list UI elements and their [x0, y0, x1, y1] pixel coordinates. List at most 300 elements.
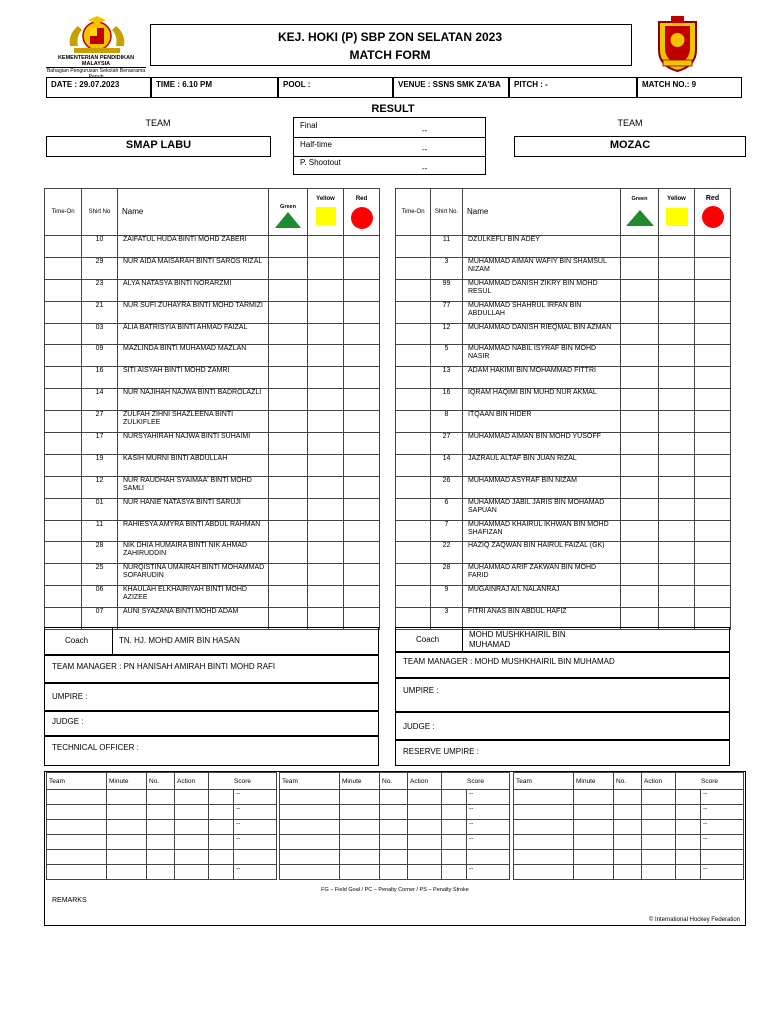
no-cell: [147, 835, 175, 850]
green-card-cell: [621, 433, 659, 455]
no-cell: [614, 805, 642, 820]
no-cell: [380, 835, 408, 850]
time-on-cell: [45, 433, 82, 455]
red-card-cell: [344, 586, 380, 608]
yellow-card-cell: [308, 433, 344, 455]
score-cell: [442, 865, 510, 880]
player-name: AUNI SYAZANA BINTI MOHD ADAM: [118, 608, 269, 630]
player-name: MUHAMMAD NABIL ISYRAF BIN MOHD NASIR: [463, 345, 621, 367]
green-card-cell: [269, 520, 308, 542]
player-row: [45, 236, 380, 258]
red-card-cell: [344, 279, 380, 301]
right-judge: JUDGE :: [395, 712, 730, 740]
school-crest-logo: [655, 16, 700, 72]
red-card-cell: [344, 236, 380, 258]
score-home: [676, 865, 701, 879]
player-name: ITQAAN BIN HIDER: [463, 411, 621, 433]
red-label: Red: [705, 195, 720, 202]
match-time: TIME : 6.10 PM: [151, 77, 278, 98]
player-name: NUR NAJIHAH NAJWA BINTI BADROLAZLI: [118, 389, 269, 411]
time-on-cell: [396, 542, 431, 564]
minute-cell: [107, 850, 147, 865]
score-entry-row: [47, 865, 277, 880]
score-home: [442, 865, 467, 879]
green-card-cell: [269, 301, 308, 323]
action-cell: [642, 865, 676, 880]
shirt-number: 99: [431, 279, 463, 301]
red-card-cell: [695, 323, 731, 345]
red-card-cell: [695, 367, 731, 389]
red-card-cell: [695, 257, 731, 279]
time-on-cell: [45, 301, 82, 323]
team-cell: [514, 835, 574, 850]
red-card-cell: [344, 498, 380, 520]
shirt-number: 10: [82, 236, 118, 258]
red-card-cell: [344, 411, 380, 433]
score-separator: --: [469, 820, 474, 827]
yellow-card-cell: [659, 564, 695, 586]
yellow-card-cell: [308, 564, 344, 586]
no-cell: [614, 865, 642, 880]
yellow-card-cell: [659, 279, 695, 301]
yellow-card-cell: [659, 520, 695, 542]
shirt-number: 03: [82, 323, 118, 345]
shirt-number: 25: [82, 564, 118, 586]
score-separator: --: [469, 805, 474, 812]
score-separator: [234, 850, 276, 864]
shirt-number: 01: [82, 498, 118, 520]
red-card-cell: [695, 279, 731, 301]
score-cell: [442, 850, 510, 865]
team-header: Team: [514, 773, 574, 790]
match-pool: POOL :: [278, 77, 393, 98]
shirt-number: 9: [431, 586, 463, 608]
shirt-number: 8: [431, 411, 463, 433]
page-title: KEJ. HOKI (P) SBP ZON SELATAN 2023: [277, 30, 503, 44]
player-name: SITI AISYAH BINTI MOHD ZAMRI: [118, 367, 269, 389]
action-cell: [642, 805, 676, 820]
player-name: ALIA BATRISYIA BINTI AHMAD FAIZAL: [118, 323, 269, 345]
shirt-number: 14: [431, 454, 463, 476]
score-home: [442, 850, 467, 864]
player-row: [396, 389, 731, 411]
score-table: [46, 772, 277, 880]
team-header: Team: [280, 773, 340, 790]
score-entry-row: [280, 835, 510, 850]
yellow-card-cell: [659, 389, 695, 411]
player-name: MUHAMMAD ARIF ZAKWAN BIN MOHD FARID: [463, 564, 621, 586]
green-label: Green: [631, 196, 648, 202]
score-header: Score: [209, 773, 277, 790]
time-on-cell: [396, 433, 431, 455]
action-cell: [175, 820, 209, 835]
score-entry-row: [280, 865, 510, 880]
red-card-cell: [344, 345, 380, 367]
left-umpire: UMPIRE :: [44, 683, 379, 711]
time-on-cell: [396, 301, 431, 323]
player-row: [396, 367, 731, 389]
red-card-cell: [695, 542, 731, 564]
red-card-cell: [344, 301, 380, 323]
roster-header-row: [45, 189, 380, 236]
action-cell: [408, 850, 442, 865]
minute-cell: [107, 835, 147, 850]
yellow-card-header: [659, 189, 695, 236]
page-subtitle: MATCH FORM: [349, 48, 431, 62]
score-separator: [467, 850, 509, 864]
green-card-cell: [621, 476, 659, 498]
score-separator: --: [703, 790, 708, 797]
yellow-card-cell: [659, 454, 695, 476]
no-cell: [614, 820, 642, 835]
score-table: [513, 772, 744, 880]
ministry-subtitle: Bahagian Pengurusan Sekolah Berasrama Penuh: [46, 68, 146, 80]
player-name: FITRI ANAS BIN ABDUL HAFIZ: [463, 608, 621, 630]
player-row: [45, 520, 380, 542]
green-card-cell: [269, 367, 308, 389]
green-card-cell: [621, 367, 659, 389]
left-technical-officer: TECHNICAL OFFICER :: [44, 736, 379, 766]
score-separator: --: [236, 820, 241, 827]
action-header: Action: [175, 773, 209, 790]
team-cell: [47, 790, 107, 805]
score-header: Score: [676, 773, 744, 790]
player-row: [396, 279, 731, 301]
score-header: Score: [442, 773, 510, 790]
scoring-legend: FG – Field Goal / PC – Penalty Corner / PS – Penalty Stroke: [321, 887, 469, 893]
score-cell: [676, 790, 744, 805]
shirt-number: 16: [431, 389, 463, 411]
yellow-card-cell: [308, 542, 344, 564]
yellow-card-cell: [659, 476, 695, 498]
green-card-cell: [269, 476, 308, 498]
coach-label: Coach: [65, 636, 89, 645]
green-card-cell: [621, 257, 659, 279]
player-name: KASIH MURNI BINTI ABDULLAH: [118, 454, 269, 476]
action-cell: [408, 820, 442, 835]
minute-cell: [574, 835, 614, 850]
red-card-cell: [695, 564, 731, 586]
score-home: [442, 805, 467, 819]
player-row: [396, 236, 731, 258]
green-card-cell: [269, 257, 308, 279]
score-home: [209, 805, 234, 819]
shirt-number: 12: [431, 323, 463, 345]
green-card-cell: [269, 345, 308, 367]
action-cell: [642, 835, 676, 850]
player-name: ADAM HAKIMI BIN MOHAMMAD FITTRI: [463, 367, 621, 389]
result-label: P. Shootout: [300, 158, 341, 167]
no-header: No.: [380, 773, 408, 790]
green-card-cell: [269, 564, 308, 586]
shirt-number: 12: [82, 476, 118, 498]
player-name: MAZLINDA BINTI MUHAMAD MAZLAN: [118, 345, 269, 367]
action-header: Action: [408, 773, 442, 790]
divider: [462, 628, 463, 651]
right-team-manager: TEAM MANAGER : MOHD MUSHKHAIRIL BIN MUHAMAD: [395, 652, 730, 678]
yellow-card-cell: [659, 542, 695, 564]
right-reserve-umpire: RESERVE UMPIRE :: [395, 740, 730, 766]
player-row: [45, 323, 380, 345]
yellow-card-cell: [659, 301, 695, 323]
score-table-group: [46, 772, 277, 880]
no-cell: [380, 850, 408, 865]
team-cell: [280, 790, 340, 805]
score-home: [209, 820, 234, 834]
yellow-card-cell: [308, 454, 344, 476]
player-row: [396, 520, 731, 542]
player-name: NUR RAUDHAH SYAIMAA' BINTI MOHD SAMLI: [118, 476, 269, 498]
yellow-card-cell: [308, 520, 344, 542]
green-card-cell: [269, 498, 308, 520]
time-on-cell: [396, 257, 431, 279]
player-name: DZULKEFLI BIN ADEY: [463, 236, 621, 258]
player-name: MUHAMMAD ASYRAF BIN NIZAM: [463, 476, 621, 498]
player-name: MUHAMMAD KHAIRUL IKHWAN BIN MOHD SHAFIZAN: [463, 520, 621, 542]
score-separator: --: [469, 865, 474, 872]
player-name: NUR SUFI ZUHAYRA BINTI MOHD TARMIZI: [118, 301, 269, 323]
yellow-card-cell: [308, 498, 344, 520]
green-card-cell: [621, 323, 659, 345]
player-row: [45, 433, 380, 455]
yellow-label: Yellow: [316, 196, 335, 202]
score-cell: [442, 835, 510, 850]
time-on-cell: [45, 236, 82, 258]
time-on-cell: [45, 323, 82, 345]
player-row: [396, 433, 731, 455]
player-name: NUR HANIE NATASYA BINTI SARUJI: [118, 498, 269, 520]
score-home: [676, 805, 701, 819]
minute-cell: [340, 790, 380, 805]
player-row: [396, 323, 731, 345]
yellow-card-header: [308, 189, 344, 236]
team-cell: [280, 865, 340, 880]
action-cell: [175, 865, 209, 880]
score-separator: --: [469, 835, 474, 842]
no-cell: [147, 865, 175, 880]
score-entry-row: [280, 850, 510, 865]
score-entry-row: [280, 790, 510, 805]
red-card-cell: [344, 542, 380, 564]
green-card-cell: [621, 454, 659, 476]
yellow-card-cell: [659, 367, 695, 389]
time-on-cell: [45, 542, 82, 564]
score-home: [209, 850, 234, 864]
left-judge: JUDGE :: [44, 711, 379, 736]
action-cell: [642, 820, 676, 835]
time-on-cell: [45, 586, 82, 608]
green-triangle-icon: [274, 211, 302, 229]
minute-header: Minute: [340, 773, 380, 790]
score-separator: --: [469, 790, 474, 797]
team-cell: [280, 805, 340, 820]
player-name: MUHAMMAD JABIL JARIS BIN MOHAMAD SAPUAN: [463, 498, 621, 520]
shirt-number: 23: [82, 279, 118, 301]
red-card-cell: [344, 367, 380, 389]
action-cell: [408, 835, 442, 850]
score-entry-row: [47, 790, 277, 805]
shirt-number: 11: [82, 520, 118, 542]
shirt-no-header: Shirt No.: [431, 189, 463, 236]
player-row: [45, 389, 380, 411]
minute-cell: [107, 805, 147, 820]
green-card-cell: [621, 389, 659, 411]
player-name: NURSYAHIRAH NAJWA BINTI SUHAIMI: [118, 433, 269, 455]
score-entry-row: [514, 850, 744, 865]
minute-cell: [574, 820, 614, 835]
score-header-row: [280, 773, 510, 790]
team-label-left: TEAM: [145, 118, 171, 128]
red-card-cell: [695, 345, 731, 367]
red-card-header: [344, 189, 380, 236]
yellow-label: Yellow: [667, 196, 686, 202]
time-on-cell: [396, 520, 431, 542]
no-cell: [147, 805, 175, 820]
red-card-cell: [344, 564, 380, 586]
player-row: [396, 454, 731, 476]
time-on-cell: [396, 564, 431, 586]
green-card-cell: [269, 586, 308, 608]
player-row: [45, 564, 380, 586]
score-cell: [209, 805, 277, 820]
player-row: [45, 257, 380, 279]
score-entry-row: [514, 865, 744, 880]
yellow-card-cell: [308, 586, 344, 608]
time-on-cell: [396, 411, 431, 433]
no-cell: [147, 790, 175, 805]
player-row: [45, 542, 380, 564]
result-value: --: [422, 126, 428, 135]
result-title: RESULT: [371, 103, 415, 115]
time-on-cell: [396, 389, 431, 411]
score-home: [209, 865, 234, 879]
yellow-card-cell: [308, 257, 344, 279]
player-row: [45, 586, 380, 608]
time-on-cell: [396, 476, 431, 498]
remarks-label: REMARKS: [52, 897, 87, 904]
score-cell: [209, 850, 277, 865]
shirt-number: 7: [431, 520, 463, 542]
action-cell: [175, 835, 209, 850]
player-name: MUHAMMAD DANISH ZIKRY BIN MOHD RESUL: [463, 279, 621, 301]
player-name: KHAULAH ELKHAIRIYAH BINTI MOHD AZIZEE: [118, 586, 269, 608]
score-table: [279, 772, 510, 880]
left-roster: [44, 188, 379, 630]
minute-cell: [340, 805, 380, 820]
score-home: [442, 820, 467, 834]
time-on-cell: [396, 586, 431, 608]
no-cell: [147, 850, 175, 865]
red-card-cell: [695, 236, 731, 258]
score-cell: [209, 865, 277, 880]
no-cell: [380, 790, 408, 805]
team-cell: [280, 835, 340, 850]
shirt-number: 14: [82, 389, 118, 411]
score-separator: --: [236, 865, 241, 872]
shirt-number: 11: [431, 236, 463, 258]
time-on-cell: [45, 389, 82, 411]
shirt-number: 77: [431, 301, 463, 323]
shirt-number: 19: [82, 454, 118, 476]
team-name-right: MOZAC: [514, 136, 746, 157]
result-value: --: [422, 164, 428, 173]
green-card-cell: [269, 542, 308, 564]
player-row: [396, 564, 731, 586]
yellow-card-cell: [659, 236, 695, 258]
player-row: [45, 454, 380, 476]
team-cell: [514, 805, 574, 820]
team-cell: [47, 850, 107, 865]
red-card-cell: [344, 520, 380, 542]
result-value: --: [422, 145, 428, 154]
result-label: Half-time: [300, 140, 333, 149]
team-cell: [47, 805, 107, 820]
team-cell: [47, 820, 107, 835]
green-card-cell: [269, 279, 308, 301]
player-name: NIK DHIA HUMAIRA BINTI NIK AHMAD ZAHIRUDDIN: [118, 542, 269, 564]
left-team-manager: TEAM MANAGER : PN HANISAH AMIRAH BINTI MOHD RAFI: [44, 655, 379, 683]
score-cell: [442, 820, 510, 835]
player-row: [45, 301, 380, 323]
green-card-cell: [621, 586, 659, 608]
yellow-card-cell: [659, 498, 695, 520]
green-card-cell: [621, 301, 659, 323]
yellow-card-cell: [308, 367, 344, 389]
red-card-cell: [695, 389, 731, 411]
score-entry-row: [47, 820, 277, 835]
team-cell: [514, 820, 574, 835]
red-card-cell: [695, 301, 731, 323]
action-cell: [175, 805, 209, 820]
match-date: DATE : 29.07.2023: [46, 77, 151, 98]
minute-cell: [574, 805, 614, 820]
score-table-group: [513, 772, 744, 880]
team-header: Team: [47, 773, 107, 790]
shirt-number: 13: [431, 367, 463, 389]
coach-name: TN. HJ. MOHD AMIR BIN HASAN: [119, 636, 240, 645]
yellow-card-cell: [308, 301, 344, 323]
score-cell: [676, 805, 744, 820]
red-card-cell: [344, 433, 380, 455]
red-card-cell: [695, 411, 731, 433]
score-separator: --: [236, 805, 241, 812]
shirt-number: 29: [82, 257, 118, 279]
yellow-card-cell: [308, 279, 344, 301]
match-venue: VENUE : SSNS SMK ZA'BA: [393, 77, 509, 98]
score-separator: --: [703, 805, 708, 812]
action-cell: [408, 790, 442, 805]
ministry-title: KEMENTERIAN PENDIDIKAN MALAYSIA: [46, 55, 146, 68]
left-roster-table: [44, 188, 380, 630]
green-card-header: [269, 189, 308, 236]
yellow-card-cell: [308, 345, 344, 367]
shirt-number: 09: [82, 345, 118, 367]
player-name: JAZRAUL ALTAF BIN JUAN RIZAL: [463, 454, 621, 476]
green-card-cell: [269, 389, 308, 411]
minute-cell: [574, 850, 614, 865]
shirt-number: 5: [431, 345, 463, 367]
time-on-cell: [396, 345, 431, 367]
player-row: [45, 498, 380, 520]
time-on-header: Time-On: [45, 189, 82, 236]
score-home: [442, 790, 467, 804]
time-on-cell: [396, 279, 431, 301]
score-separator: --: [236, 835, 241, 842]
red-card-header: [695, 189, 731, 236]
score-home: [676, 820, 701, 834]
yellow-card-cell: [659, 586, 695, 608]
match-number: MATCH NO.: 9: [637, 77, 742, 98]
